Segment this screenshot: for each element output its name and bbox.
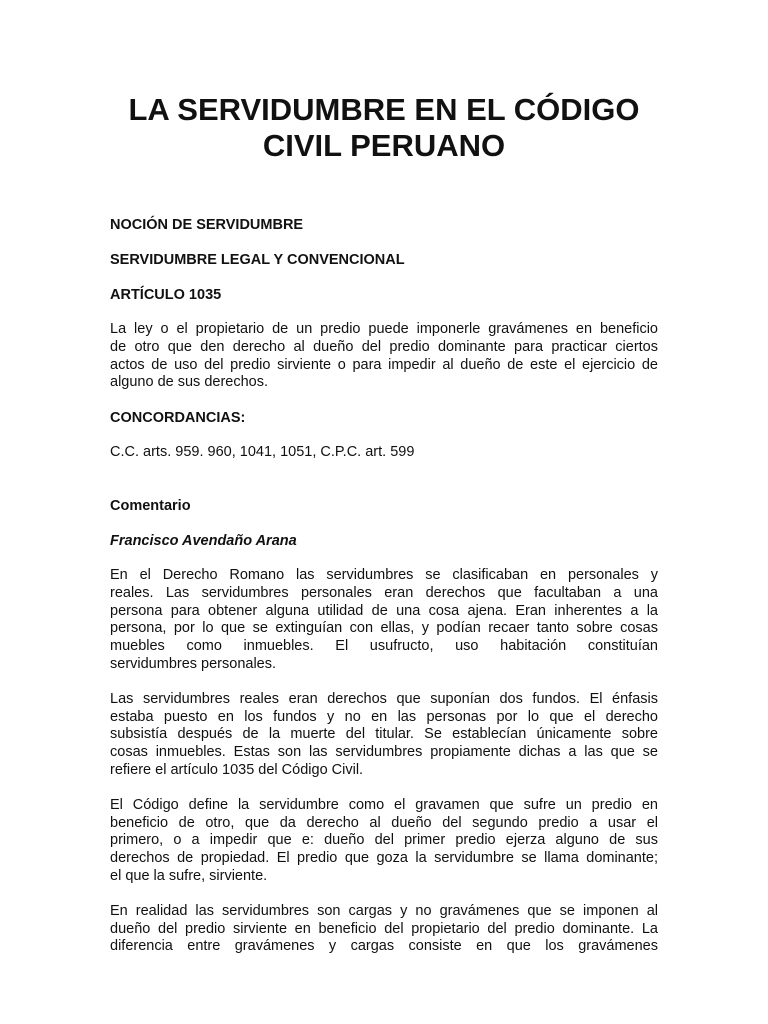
text-line: beneficio de otro, que da derecho al dueño del segundo predio a usar el: [110, 814, 658, 831]
text-line: muebles como inmuebles. El usufructo, uso habitación constituían: [110, 638, 658, 655]
text-line: En el Derecho Romano las servidumbres se clasificaban en personales y: [110, 566, 658, 583]
paragraph: [110, 691, 658, 780]
text-line: subsistía después de la muerte del titular. Se establecían únicamente sobre: [110, 726, 658, 743]
text-line: actos de uso del predio sirviente o para impedir al dueño de este el ejercicio de: [110, 356, 658, 373]
text-line: de otro que den derecho al dueño del predio dominante para practicar ciertos: [110, 338, 658, 355]
paragraph: [110, 903, 658, 956]
text-line: dueño del predio sirviente en beneficio del propietario del predio dominante. La: [110, 920, 658, 937]
concordancias-text: C.C. arts. 959. 960, 1041, 1051, C.P.C. art. 599: [110, 444, 415, 461]
text-line: primero, o a impedir que e: dueño del primer predio ejerza alguno de sus: [110, 832, 658, 849]
text-line: estaba puesto en los fundos y no en las personas por lo que el derecho: [110, 708, 658, 725]
section-heading-legal: SERVIDUMBRE LEGAL Y CONVENCIONAL: [110, 252, 405, 268]
comentario-heading: Comentario: [110, 497, 191, 514]
text-line: persona para obtener alguna utilidad de una cosa ajena. Eran inherentes a la: [110, 602, 658, 619]
text-line: reales. Las servidumbres personales eran derechos que facultaban a una: [110, 584, 658, 601]
document-title: [110, 92, 658, 164]
text-line: El Código define la servidumbre como el gravamen que sufre un predio en: [110, 796, 658, 813]
text-line: servidumbres personales.: [110, 655, 277, 672]
text-line: Las servidumbres reales eran derechos que suponían dos fundos. El énfasis: [110, 690, 658, 707]
section-heading-nocion: NOCIÓN DE SERVIDUMBRE: [110, 217, 304, 233]
spacer: [110, 479, 658, 497]
article-heading: ARTÍCULO 1035: [110, 287, 222, 303]
text-line: persona, por lo que se extinguían con ellas, y podían recaer tanto sobre cosas: [110, 620, 658, 637]
author-name: Francisco Avendaño Arana: [110, 532, 297, 549]
text-line: En realidad las servidumbres son cargas y no gravámenes que se imponen al: [110, 902, 658, 919]
title-line: CIVIL PERUANO: [262, 128, 506, 163]
text-line: alguno de sus derechos.: [110, 374, 268, 391]
text-line: el que la sufre, sirviente.: [110, 867, 268, 884]
text-line: refiere el artículo 1035 del Código Civil.: [110, 761, 364, 778]
paragraph: [110, 797, 658, 886]
text-line: diferencia entre gravámenes y cargas consiste en que los gravámenes: [110, 938, 658, 955]
text-line: cosas inmuebles. Estas son las servidumbres propiamente dichas a las que se: [110, 744, 658, 761]
title-line: LA SERVIDUMBRE EN EL CÓDIGO: [128, 92, 640, 127]
article-text: [110, 321, 658, 392]
concordancias-heading: CONCORDANCIAS:: [110, 410, 246, 427]
text-line: La ley o el propietario de un predio puede imponerle gravámenes en beneficio: [110, 321, 658, 337]
paragraph: [110, 567, 658, 674]
text-line: derechos de propiedad. El predio que goza la servidumbre se llama dominante;: [110, 850, 658, 867]
